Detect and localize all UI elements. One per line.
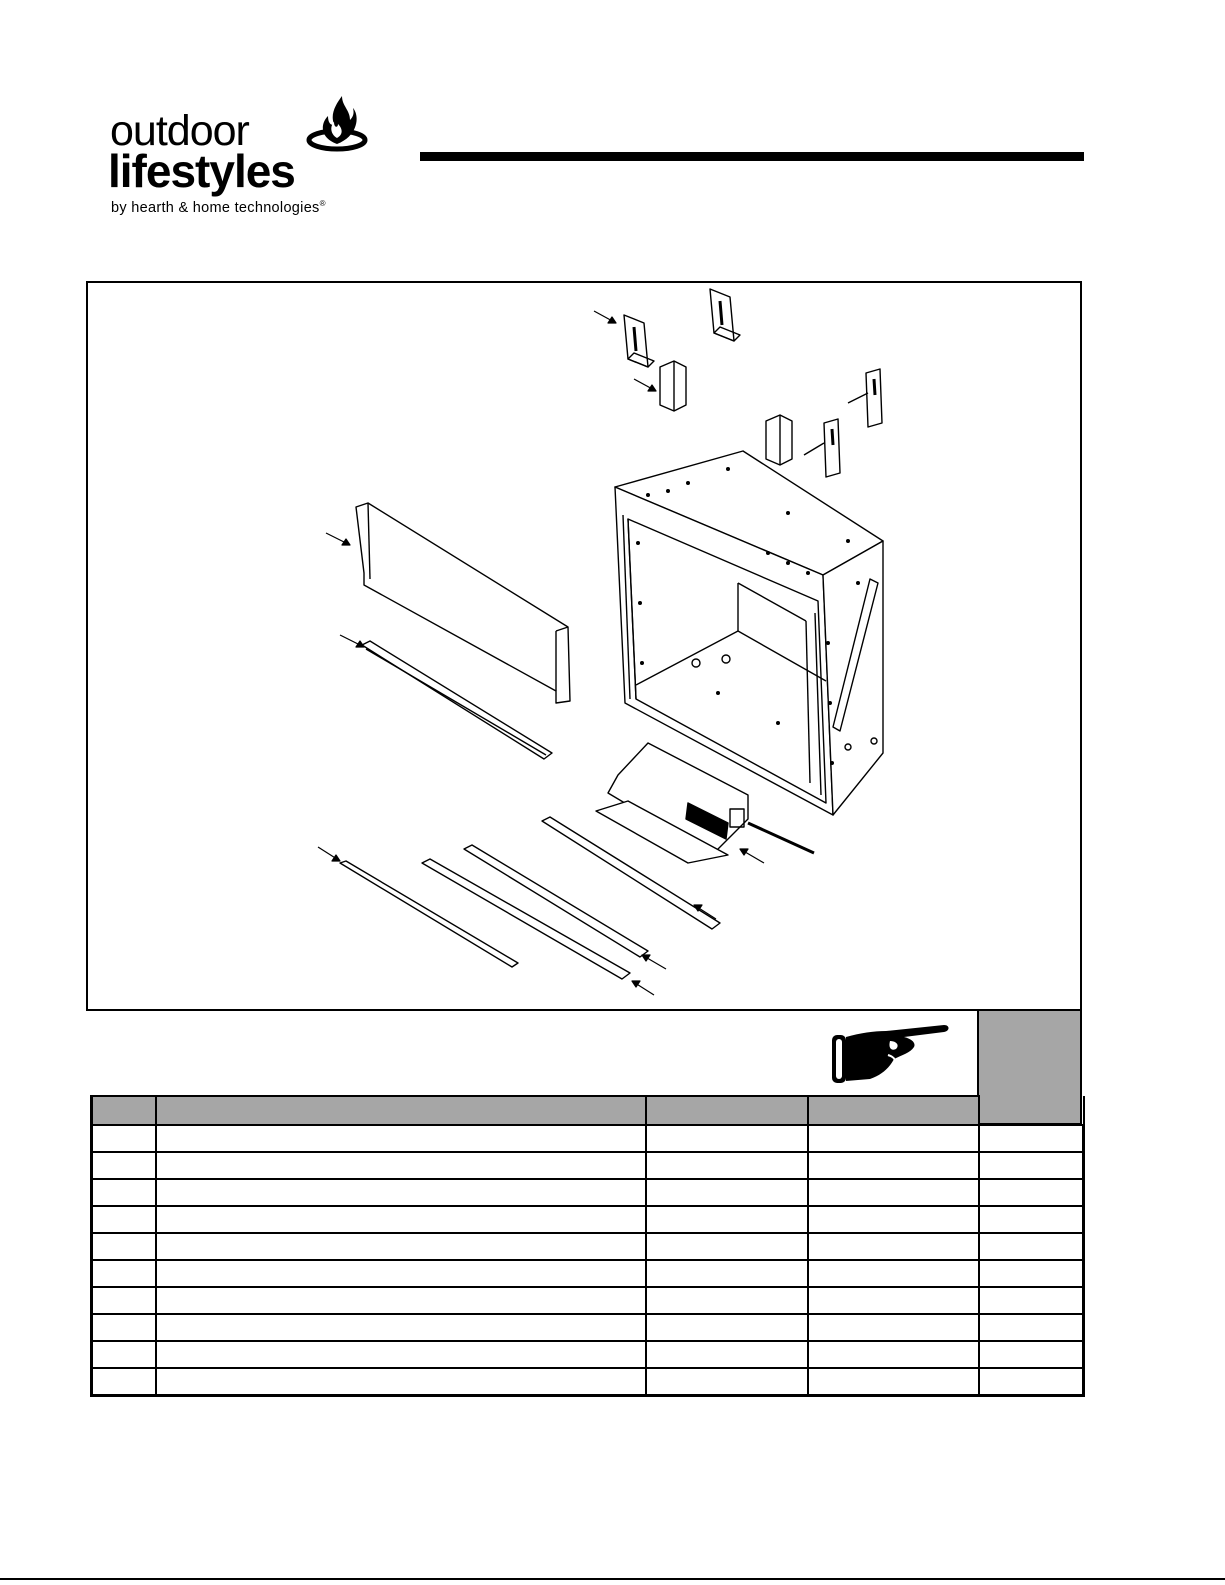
table-row xyxy=(92,1179,1084,1206)
table-cell xyxy=(808,1179,979,1206)
table-cell xyxy=(156,1206,646,1233)
table-row xyxy=(92,1260,1084,1287)
table-cell xyxy=(646,1233,808,1260)
table-cell xyxy=(92,1260,156,1287)
flame-icon xyxy=(306,94,368,154)
table-cell xyxy=(156,1152,646,1179)
table-cell xyxy=(92,1125,156,1152)
table-cell xyxy=(808,1152,979,1179)
table-cell xyxy=(156,1260,646,1287)
table-row xyxy=(92,1125,1084,1152)
table-cell xyxy=(156,1233,646,1260)
table-cell xyxy=(979,1314,1084,1341)
table-cell xyxy=(808,1287,979,1314)
table-cell xyxy=(92,1368,156,1396)
table-row xyxy=(92,1314,1084,1341)
table-cell xyxy=(92,1287,156,1314)
table-cell xyxy=(808,1314,979,1341)
table-cell xyxy=(156,1287,646,1314)
table-cell xyxy=(92,1179,156,1206)
header-rule xyxy=(420,152,1084,161)
table-cell xyxy=(92,1152,156,1179)
table-cell xyxy=(808,1206,979,1233)
table-cell xyxy=(979,1341,1084,1368)
table-cell xyxy=(92,1314,156,1341)
table-row xyxy=(92,1233,1084,1260)
table-cell xyxy=(808,1368,979,1396)
front-panel xyxy=(356,503,570,703)
table-cell xyxy=(979,1125,1084,1152)
table-cell xyxy=(808,1125,979,1152)
table-cell xyxy=(156,1314,646,1341)
table-cell xyxy=(92,1341,156,1368)
table-cell xyxy=(156,1179,646,1206)
brand-logo xyxy=(108,92,398,222)
registered-mark: ® xyxy=(319,199,326,208)
table-cell xyxy=(808,1341,979,1368)
footer-rule xyxy=(0,1578,1225,1580)
table-cell xyxy=(646,1179,808,1206)
table-row xyxy=(92,1206,1084,1233)
pointing-hand-icon xyxy=(830,1019,950,1087)
header-cell xyxy=(92,1096,156,1125)
table-cell xyxy=(646,1260,808,1287)
table-cell xyxy=(646,1125,808,1152)
note-area xyxy=(86,1011,979,1097)
table-cell xyxy=(808,1233,979,1260)
table-cell xyxy=(156,1341,646,1368)
table-cell xyxy=(156,1125,646,1152)
top-brackets xyxy=(624,289,882,477)
table-cell xyxy=(979,1368,1084,1396)
table-cell xyxy=(646,1341,808,1368)
table-row xyxy=(92,1287,1084,1314)
table-cell xyxy=(646,1368,808,1396)
table-cell xyxy=(808,1260,979,1287)
table-cell xyxy=(646,1314,808,1341)
table-cell xyxy=(646,1152,808,1179)
logo-word-lifestyles: lifestyles xyxy=(108,145,295,197)
table-cell xyxy=(979,1206,1084,1233)
exploded-parts-diagram xyxy=(86,281,1082,1011)
logo-tagline xyxy=(111,200,326,215)
table-cell xyxy=(979,1260,1084,1287)
table-header-row xyxy=(92,1096,1084,1125)
logo-word-outdoor: outdoor xyxy=(110,107,249,155)
diagram-drawing xyxy=(88,283,1084,1013)
table-cell xyxy=(979,1233,1084,1260)
table-cell xyxy=(156,1368,646,1396)
header-cell xyxy=(156,1096,646,1125)
header-cell xyxy=(808,1096,979,1125)
table-row xyxy=(92,1368,1084,1396)
parts-table xyxy=(90,1095,1085,1397)
header-cell xyxy=(646,1096,808,1125)
table-cell xyxy=(979,1152,1084,1179)
table-cell xyxy=(646,1206,808,1233)
table-cell xyxy=(92,1233,156,1260)
table-cell xyxy=(92,1206,156,1233)
table-cell xyxy=(979,1287,1084,1314)
header-cell-spacer xyxy=(979,1096,1084,1125)
table-row xyxy=(92,1341,1084,1368)
table-cell xyxy=(979,1179,1084,1206)
table-row xyxy=(92,1152,1084,1179)
table-cell xyxy=(646,1287,808,1314)
logo-tagline-text: by hearth & home technologies xyxy=(111,199,320,216)
